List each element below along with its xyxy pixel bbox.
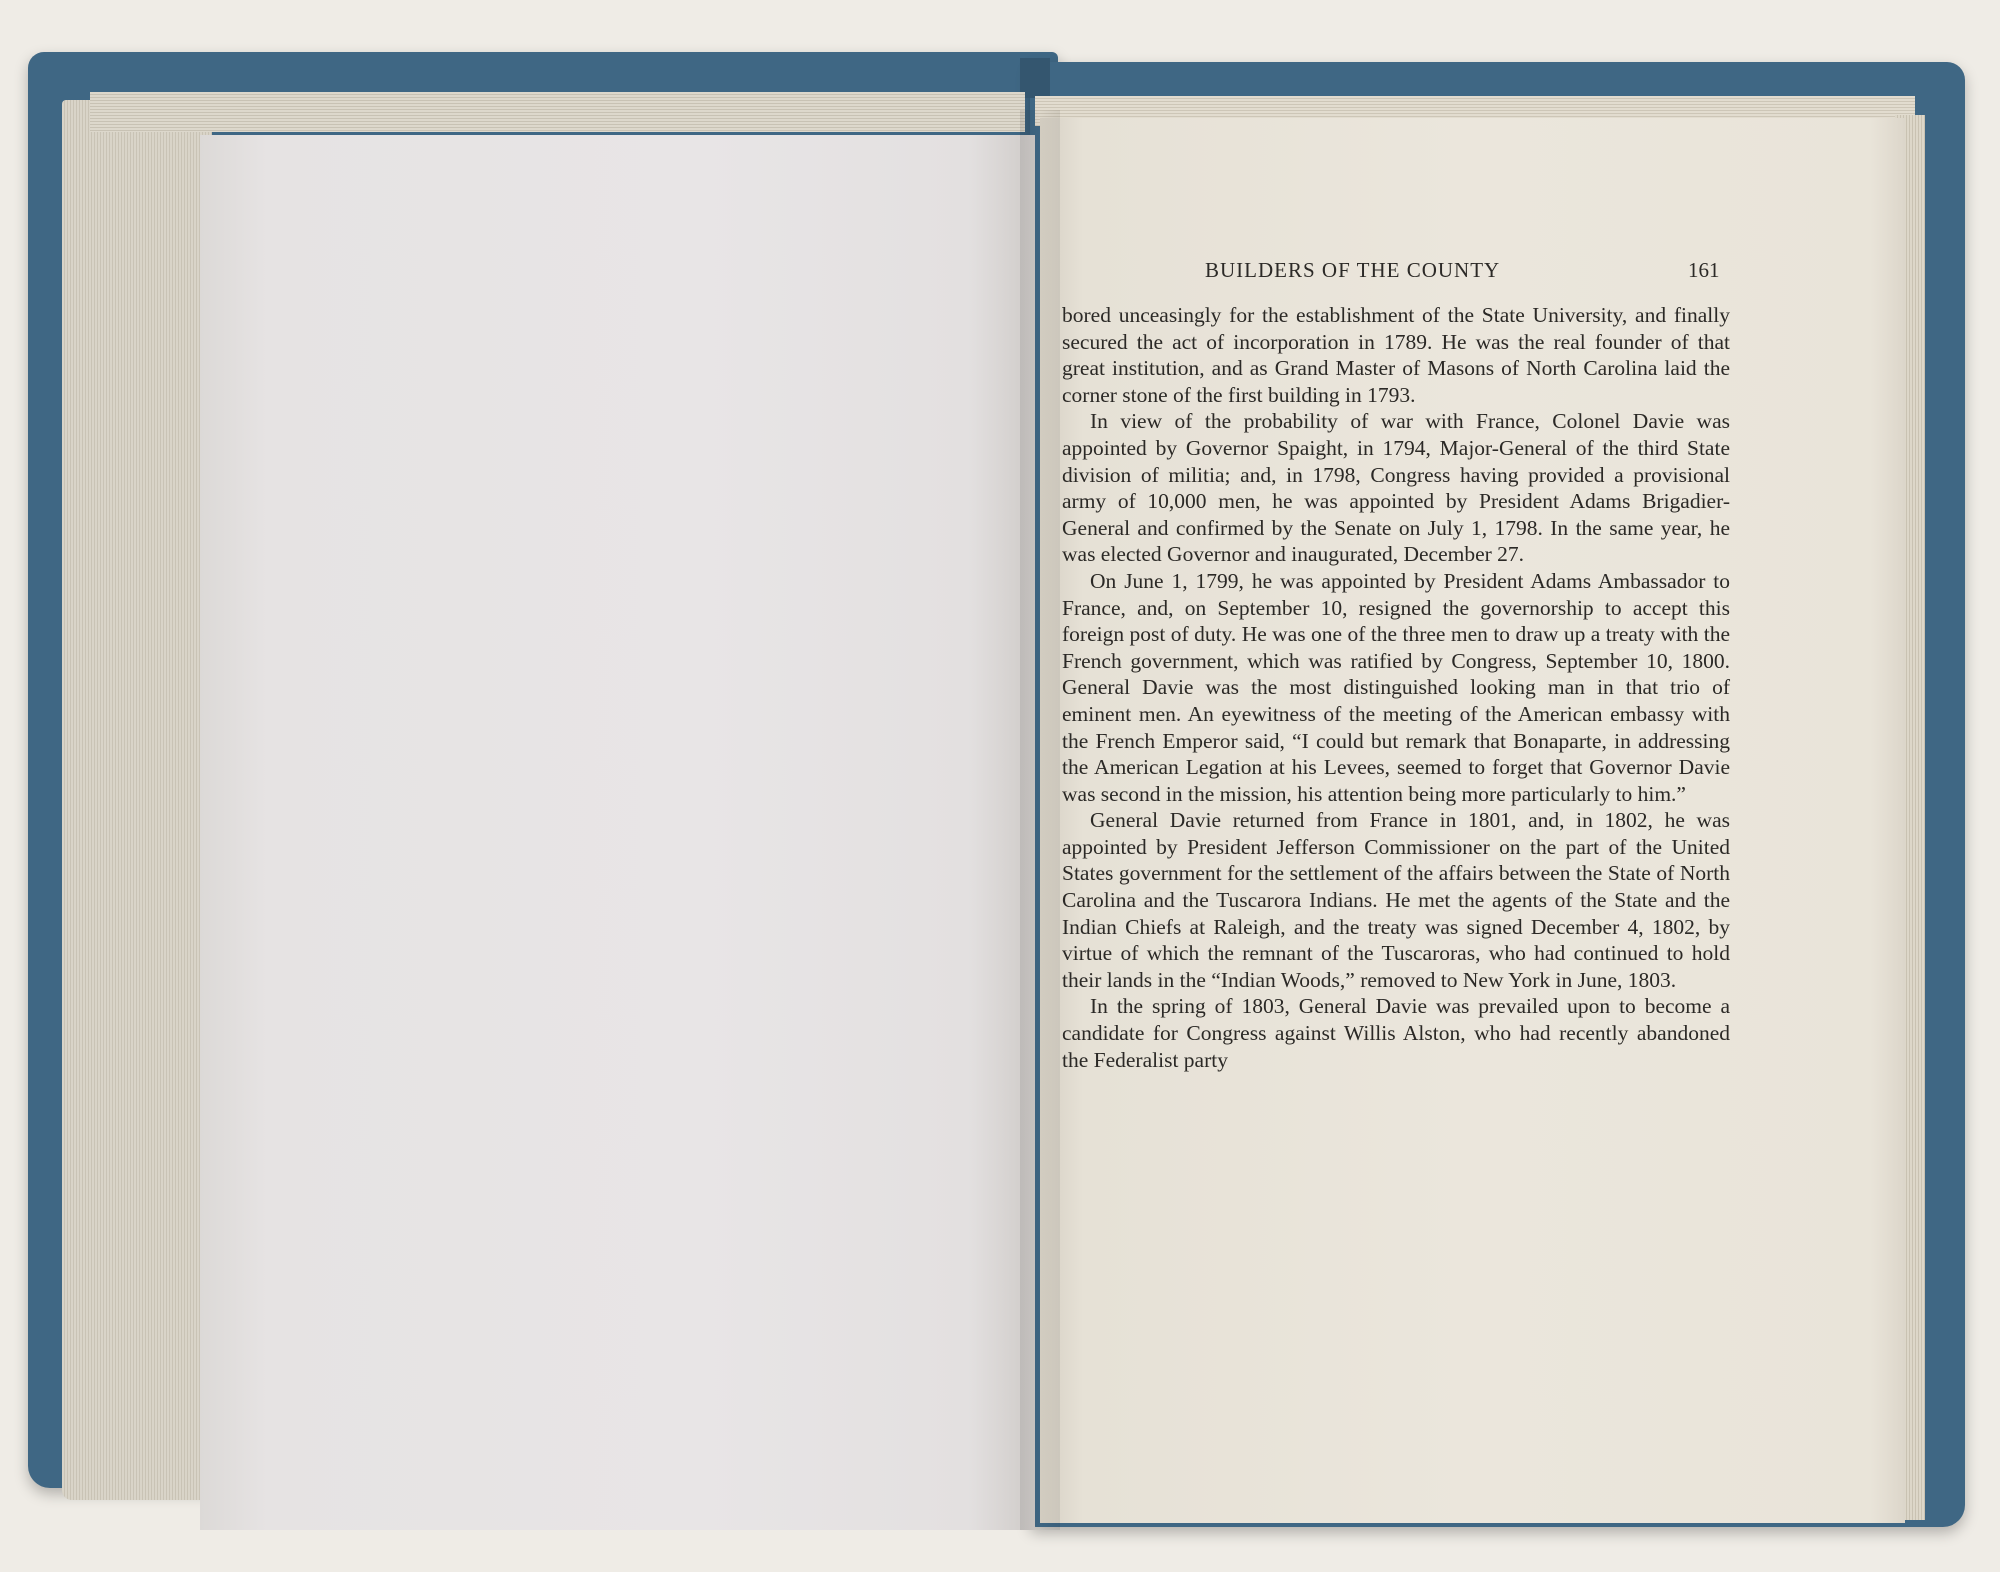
paragraph: On June 1, 1799, he was appointed by President Adams Ambassador to France, and, on September 10, resigned the governorship to accept this foreign post of duty. He was one of the three men to draw up a treaty with the French government, which was ratified by Congress, September 10, 1800. General Davie was the most distinguished looking man in that trio of eminent men. An eyewitness of the meeting of the American embassy with the French Emperor said, “I could but remark that Bonaparte, in addressing the American Legation at his Levees, seemed to forget that Governor Davie was second in the mission, his attention being more particularly to him.” xyxy=(1062,568,1730,806)
gutter-shadow xyxy=(1020,110,1060,1530)
page-block-left-top xyxy=(90,92,1025,132)
running-head: BUILDERS OF THE COUNTY xyxy=(1205,258,1501,282)
page-block-left-edge xyxy=(62,100,212,1500)
paragraph: In the spring of 1803, General Davie was prevailed upon to become a candidate for Congress against Willis Alston, who had recently abandoned the Federalist party xyxy=(1062,994,1730,1072)
paragraph: In view of the probability of war with France, Colonel Davie was appointed by Governor Spaight, in 1794, Major-General of the third State division of militia; and, in 1798, Congress having provided a provisional army of 10,000 men, he was appointed by President Adams Brigadier-General and confirmed by the Senate on July 1, 1798. In the same year, he was elected Governor and inaugurated, December 27. xyxy=(1062,409,1730,567)
page-number: 161 xyxy=(1688,258,1720,282)
left-page-blank xyxy=(200,135,1035,1530)
paragraph: bored unceasingly for the establishment of the State University, and finally secured the act of incorporation in 1789. He was the real founder of that great institution, and as Grand Master of Masons of North Carolina laid the corner stone of the first building in 1793. xyxy=(1062,303,1730,407)
body-text xyxy=(1062,302,1730,1073)
paragraph: General Davie returned from France in 1801, and, in 1802, he was appointed by President Jefferson Commissioner on the part of the United States government for the settlement of the affairs between the State of North Carolina and the Tuscarora Indians. He met the agents of the State and the Indian Chiefs at Raleigh, and the treaty was signed December 4, 1802, by virtue of which the remnant of the Tuscaroras, who had continued to hold their lands in the “Indian Woods,” removed to New York in June, 1803. xyxy=(1062,808,1730,992)
